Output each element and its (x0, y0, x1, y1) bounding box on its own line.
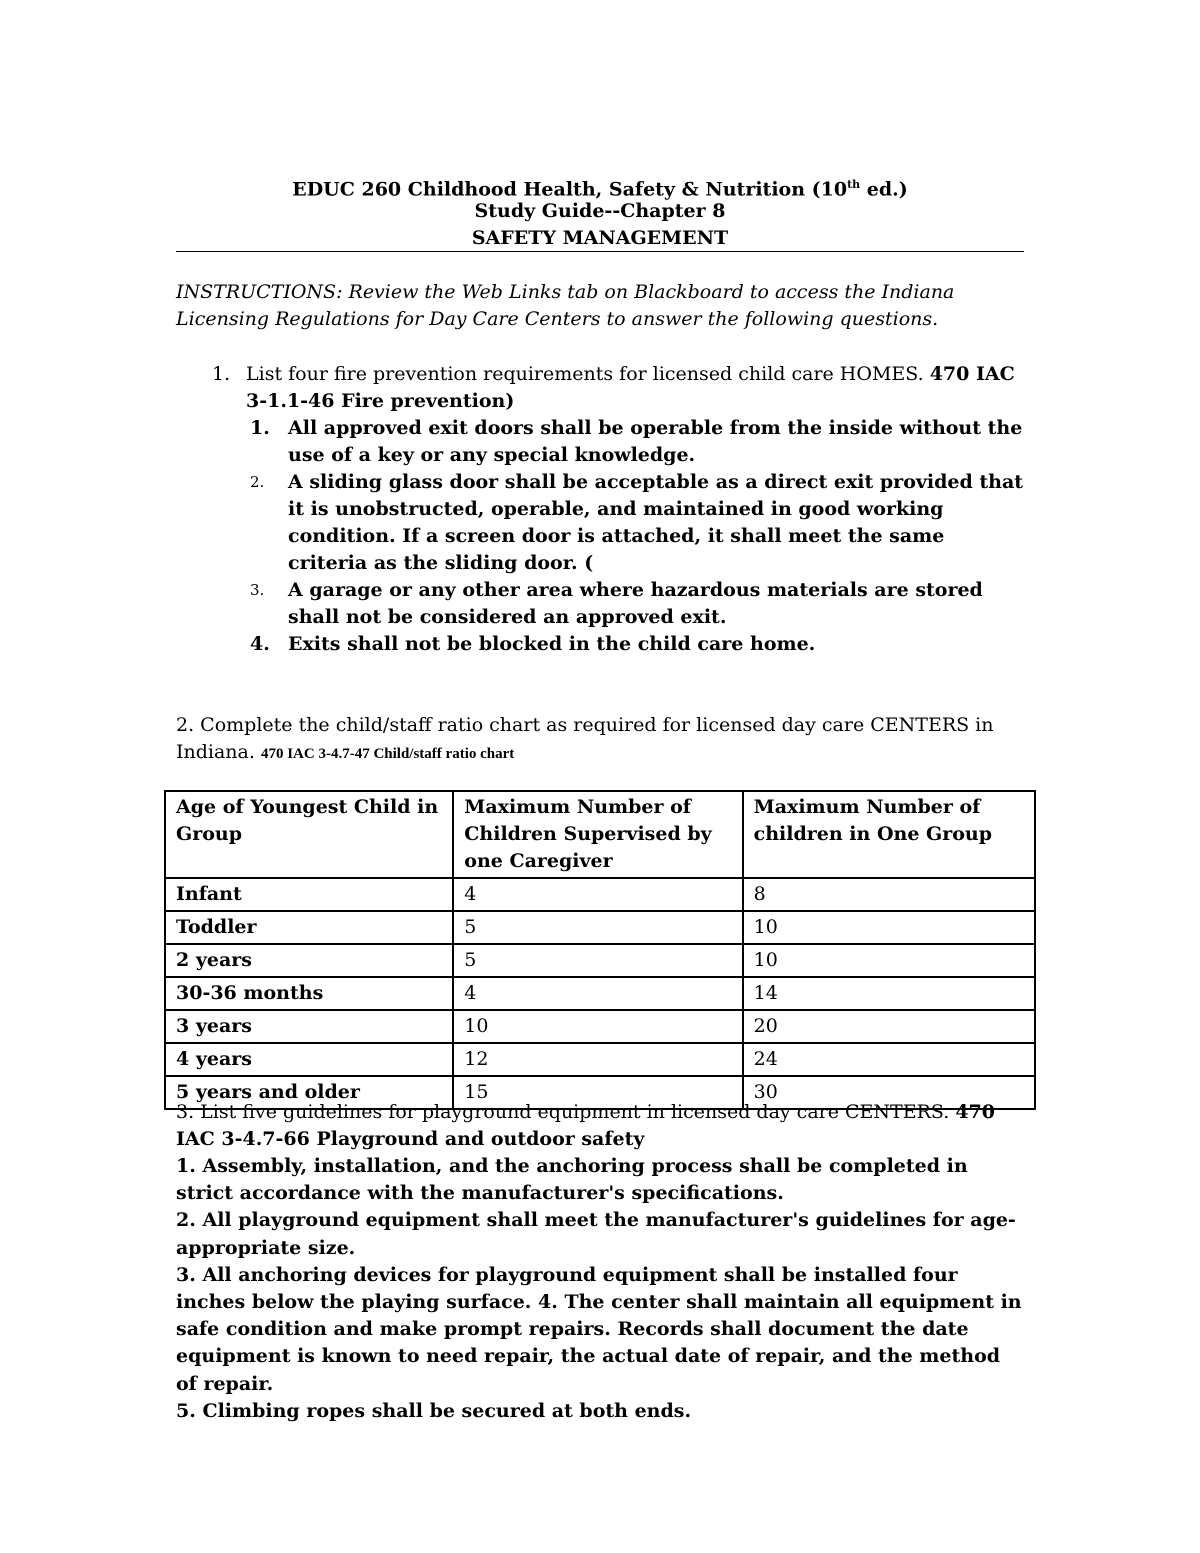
group-size-cell: 30 (743, 1076, 1035, 1109)
course-title-text: EDUC 260 Childhood Health, Safety & Nutrition (10 (292, 178, 848, 201)
group-size-cell: 10 (743, 911, 1035, 944)
table-header-cell: Age of Youngest Child in Group (165, 791, 453, 878)
answer-1-2-number: 2. (250, 473, 265, 491)
question-1-number: 1. (212, 363, 231, 385)
answer-1-4-text: Exits shall not be blocked in the child care home. (288, 633, 816, 655)
answer-1-1-text: All approved exit doors shall be operable from the inside without the use of a key or any special knowledge. (288, 417, 1023, 466)
answer-1-2-text: A sliding glass door shall be acceptable as a direct exit provided that it is unobstructed, operable, and maintained in good working condition. If a screen door is attached, it shall meet the same criteria as the sliding door. ( (288, 471, 1024, 574)
ratio-cell: 4 (453, 878, 742, 911)
group-size-cell: 8 (743, 878, 1035, 911)
group-size-cell: 14 (743, 977, 1035, 1010)
answer-1-3-text: A garage or any other area where hazardous materials are stored shall not be considered an approved exit. (288, 579, 983, 628)
age-cell: 5 years and older (165, 1076, 453, 1109)
ratio-cell: 4 (453, 977, 742, 1010)
answer-1-1 (250, 415, 1024, 469)
answer-1-1-number: 1. (250, 417, 270, 439)
answer-1-3 (250, 577, 1024, 631)
answer-3-line: 1. Assembly, installation, and the anchoring process shall be completed in strict accordance with the manufacturer's specifications. (176, 1155, 968, 1205)
question-3-reference: 470 IAC 3-4.7-66 Playground and outdoor safety (176, 1101, 995, 1150)
table-header-cell: Maximum Number of Children Supervised by one Caregiver (453, 791, 742, 878)
question-2-text: 2. Complete the child/staff ratio chart as required for licensed day care CENTERS in Indiana. (176, 714, 994, 763)
age-cell: Infant (165, 878, 453, 911)
group-size-cell: 24 (743, 1043, 1035, 1076)
ratio-cell: 12 (453, 1043, 742, 1076)
child-staff-ratio-table (164, 790, 1036, 1110)
answer-3-line: 2. All playground equipment shall meet the manufacturer's guidelines for age-appropriate size. (176, 1209, 1016, 1259)
answer-1-3-number: 3. (250, 581, 265, 599)
question-2-reference: 470 IAC 3-4.7-47 Child/staff ratio chart (260, 746, 515, 762)
table-row (165, 1043, 1035, 1076)
table-row (165, 944, 1035, 977)
question-3-answers (176, 1153, 1024, 1425)
group-size-cell: 10 (743, 944, 1035, 977)
question-3-text: 3. List five guidelines for playground equipment in licensed day care CENTERS. (176, 1101, 956, 1123)
table-row (165, 878, 1035, 911)
ratio-cell: 15 (453, 1076, 742, 1109)
answer-3-line: 3. All anchoring devices for playground equipment shall be installed four inches below the playing surface. 4. The center shall maintain all equipment in safe condition and make prompt repairs. Records shall document the date equipment is known to need repair, the actual date of repair, and the method of repair. (176, 1263, 1022, 1395)
question-3 (176, 1099, 1024, 1153)
course-title-suffix: ed.) (860, 178, 908, 201)
instructions: INSTRUCTIONS: Review the Web Links tab on Blackboard to access the Indiana Licensing Regulations for Day Care Centers to answer the following questions. (176, 281, 955, 330)
question-1-text: List four fire prevention requirements for licensed child care HOMES. (246, 363, 930, 385)
answer-3-line: 5. Climbing ropes shall be secured at both ends. (176, 1399, 692, 1422)
age-cell: Toddler (165, 911, 453, 944)
question-1-prompt (212, 361, 1024, 415)
answer-1-4 (250, 631, 1024, 658)
group-size-cell: 20 (743, 1010, 1035, 1043)
question-2 (176, 712, 1024, 768)
header-divider (176, 251, 1024, 252)
age-cell: 30-36 months (165, 977, 453, 1010)
chapter-title: SAFETY MANAGEMENT (471, 227, 729, 249)
age-cell: 3 years (165, 1010, 453, 1043)
course-title-superscript: th (847, 178, 861, 191)
ratio-cell: 10 (453, 1010, 742, 1043)
table-header-row (165, 791, 1035, 878)
answer-1-4-number: 4. (250, 633, 270, 655)
table-row (165, 911, 1035, 944)
age-cell: 2 years (165, 944, 453, 977)
age-cell: 4 years (165, 1043, 453, 1076)
ratio-cell: 5 (453, 911, 742, 944)
ratio-cell: 5 (453, 944, 742, 977)
table-row (165, 977, 1035, 1010)
question-1-reference: 470 IAC 3-1.1-46 Fire prevention) (246, 363, 1015, 412)
study-guide-subtitle: Study Guide--Chapter 8 (474, 200, 726, 222)
table-header-cell: Maximum Number of children in One Group (743, 791, 1035, 878)
answer-1-2 (250, 469, 1024, 577)
table-row (165, 1010, 1035, 1043)
question-1 (212, 361, 1024, 415)
